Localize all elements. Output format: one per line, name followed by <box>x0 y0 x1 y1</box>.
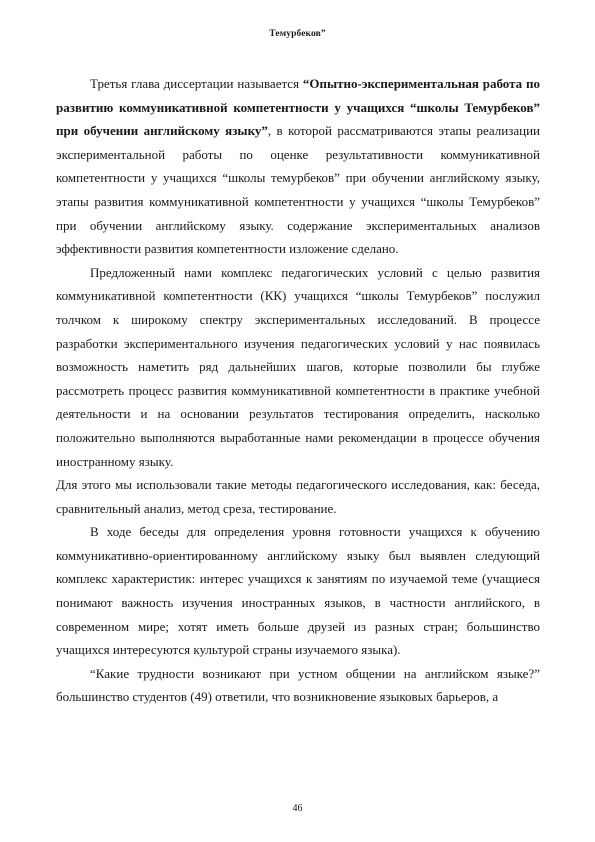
paragraph-methods: Для этого мы использовали такие методы педагогического исследования, как: беседа, сравнительный анализ, метод среза, тестирование. <box>56 477 540 516</box>
paragraph-conditions: Предложенный нами комплекс педагогических условий с целью развития коммуникативной компетентности (КК) учащихся “школы Темурбеков” послужил толчком к широкому спектру экспериментальных исследований. В процессе разработки экспериментального изучения педагогических условий у нас появилась возможность наметить ряд дальнейших шагов, которые позволили бы глубже рассмотреть процесс развития коммуникативной компетентности в практике учебной деятельности и на основании результатов тестирования определить, насколько положительно выполняются выработанные нами рекомендации в процессе обучения иностранному языку. <box>56 264 540 469</box>
body-text <box>56 72 540 709</box>
paragraph-difficulties: “Какие трудности возникают при устном общении на английском языке?” большинство студентов (49) ответили, что возникновение языковых барьеров, а <box>56 665 540 705</box>
paragraph-chapter-summary <box>56 72 540 261</box>
paragraph-rest-text: , в которой рассматриваются этапы реализации экспериментальной работы по оценке результативности коммуникативной компетентности у учащихся “школы темурбеков” при обучении английскому языку, этапы развития коммуникативной компетентности у учащихся “школы Темурбеков” при обучении английскому языку. содержание экспериментальных анализов эффективности развития компетентности изложение сделано. <box>56 123 540 257</box>
chapter-title-bold: “Опытно-экспериментальная работа по развитию коммуникативной компетентности у учащихся “школы Темурбеков” при обучении английскому языку” <box>56 76 540 139</box>
page-number: 46 <box>292 803 303 814</box>
running-head: Темурбеков” <box>269 29 326 39</box>
paragraph-lead-text: Третья глава диссертации называется <box>90 76 303 91</box>
paragraph-readiness: В ходе беседы для определения уровня готовности учащихся к обучению коммуникативно-ориентированному английскому языку был выявлен следующий комплекс характеристик: интерес учащихся к занятиям по изучаемой теме (учащиеся понимают важность изучения иностранных языков, в частности английского, в современном мире; хотят иметь больше друзей из разных стран; большинство учащихся интересуются культурой страны изучаемого языка). <box>56 524 540 658</box>
